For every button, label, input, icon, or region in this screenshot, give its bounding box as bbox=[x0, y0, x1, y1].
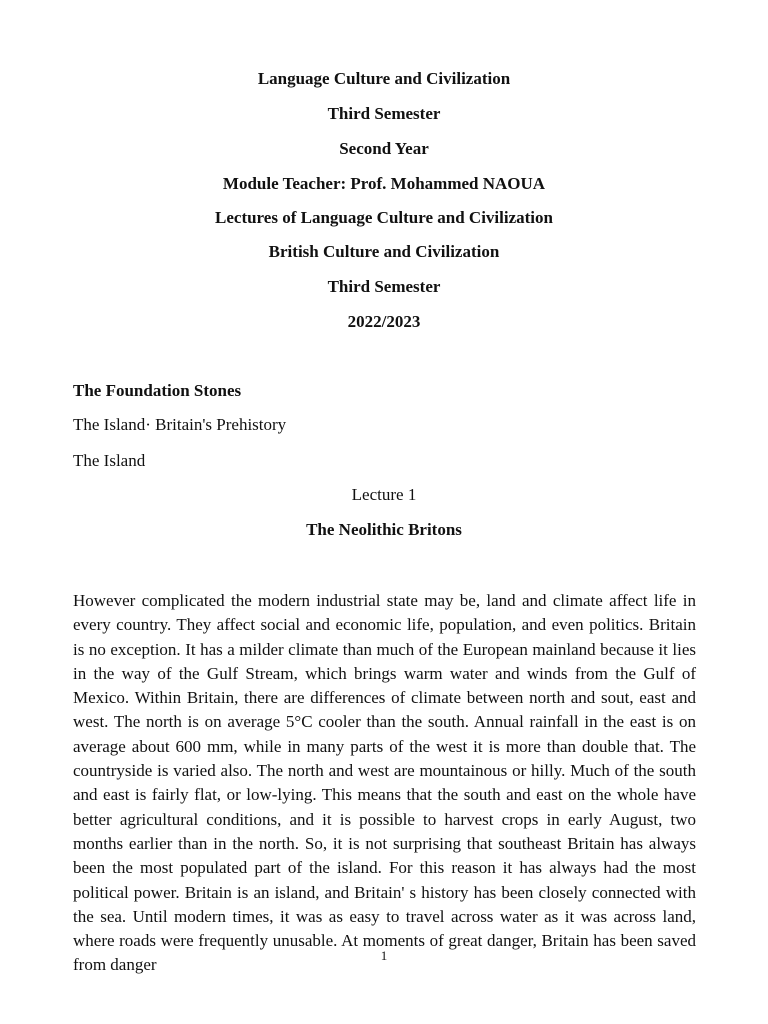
year-label: Second Year bbox=[339, 139, 429, 158]
body-paragraph: However complicated the modern industrial state may be, land and climate affect life in every country. They affect social and economic life, population, and even politics. Britain is no exception. It has a milder climate than much of the European mainland because it lies in the way of the Gulf Stream, which brings warm water and winds from the Gulf of Mexico. Within Britain, there are differences of climate between north and sout, east and west. The north is on average 5°C cooler than the south. Annual rainfall in the east is on average about 600 mm, while in many parts of the west it is more than double that. The countryside is varied also. The north and west are mountainous or hilly. Much of the south and east is fairly flat, or low-lying. This means that the south and east on the whole have better agricultural conditions, and it is possible to harvest crops in early August, two months earlier than in the north. So, it is not surprising that southeast Britain has always been the most populated part of the island. For this reason it has always had the most political power. Britain is an island, and Britain' s history has been closely connected with the sea. Until modern times, it was as easy to travel across water as it was across land, where roads were frequently unusable. At moments of great danger, Britain has been saved from danger bbox=[73, 591, 696, 975]
section-topic: The Island bbox=[73, 451, 146, 470]
lecture-title: The Neolithic Britons bbox=[306, 520, 462, 539]
academic-year: 2022/2023 bbox=[347, 312, 421, 331]
semester-label-repeat: Third Semester bbox=[327, 277, 441, 296]
subject-title: British Culture and Civilization bbox=[268, 242, 500, 261]
section-heading: The Foundation Stones bbox=[73, 381, 242, 400]
lecture-number: Lecture 1 bbox=[351, 485, 417, 504]
section-subheading: The Island· Britain's Prehistory bbox=[73, 415, 287, 434]
module-teacher: Module Teacher: Prof. Mohammed NAOUA bbox=[222, 174, 546, 193]
course-title: Language Culture and Civilization bbox=[257, 69, 511, 88]
page-number: 1 bbox=[380, 948, 388, 963]
semester-label: Third Semester bbox=[327, 104, 441, 123]
lectures-title: Lectures of Language Culture and Civilization bbox=[215, 208, 553, 227]
